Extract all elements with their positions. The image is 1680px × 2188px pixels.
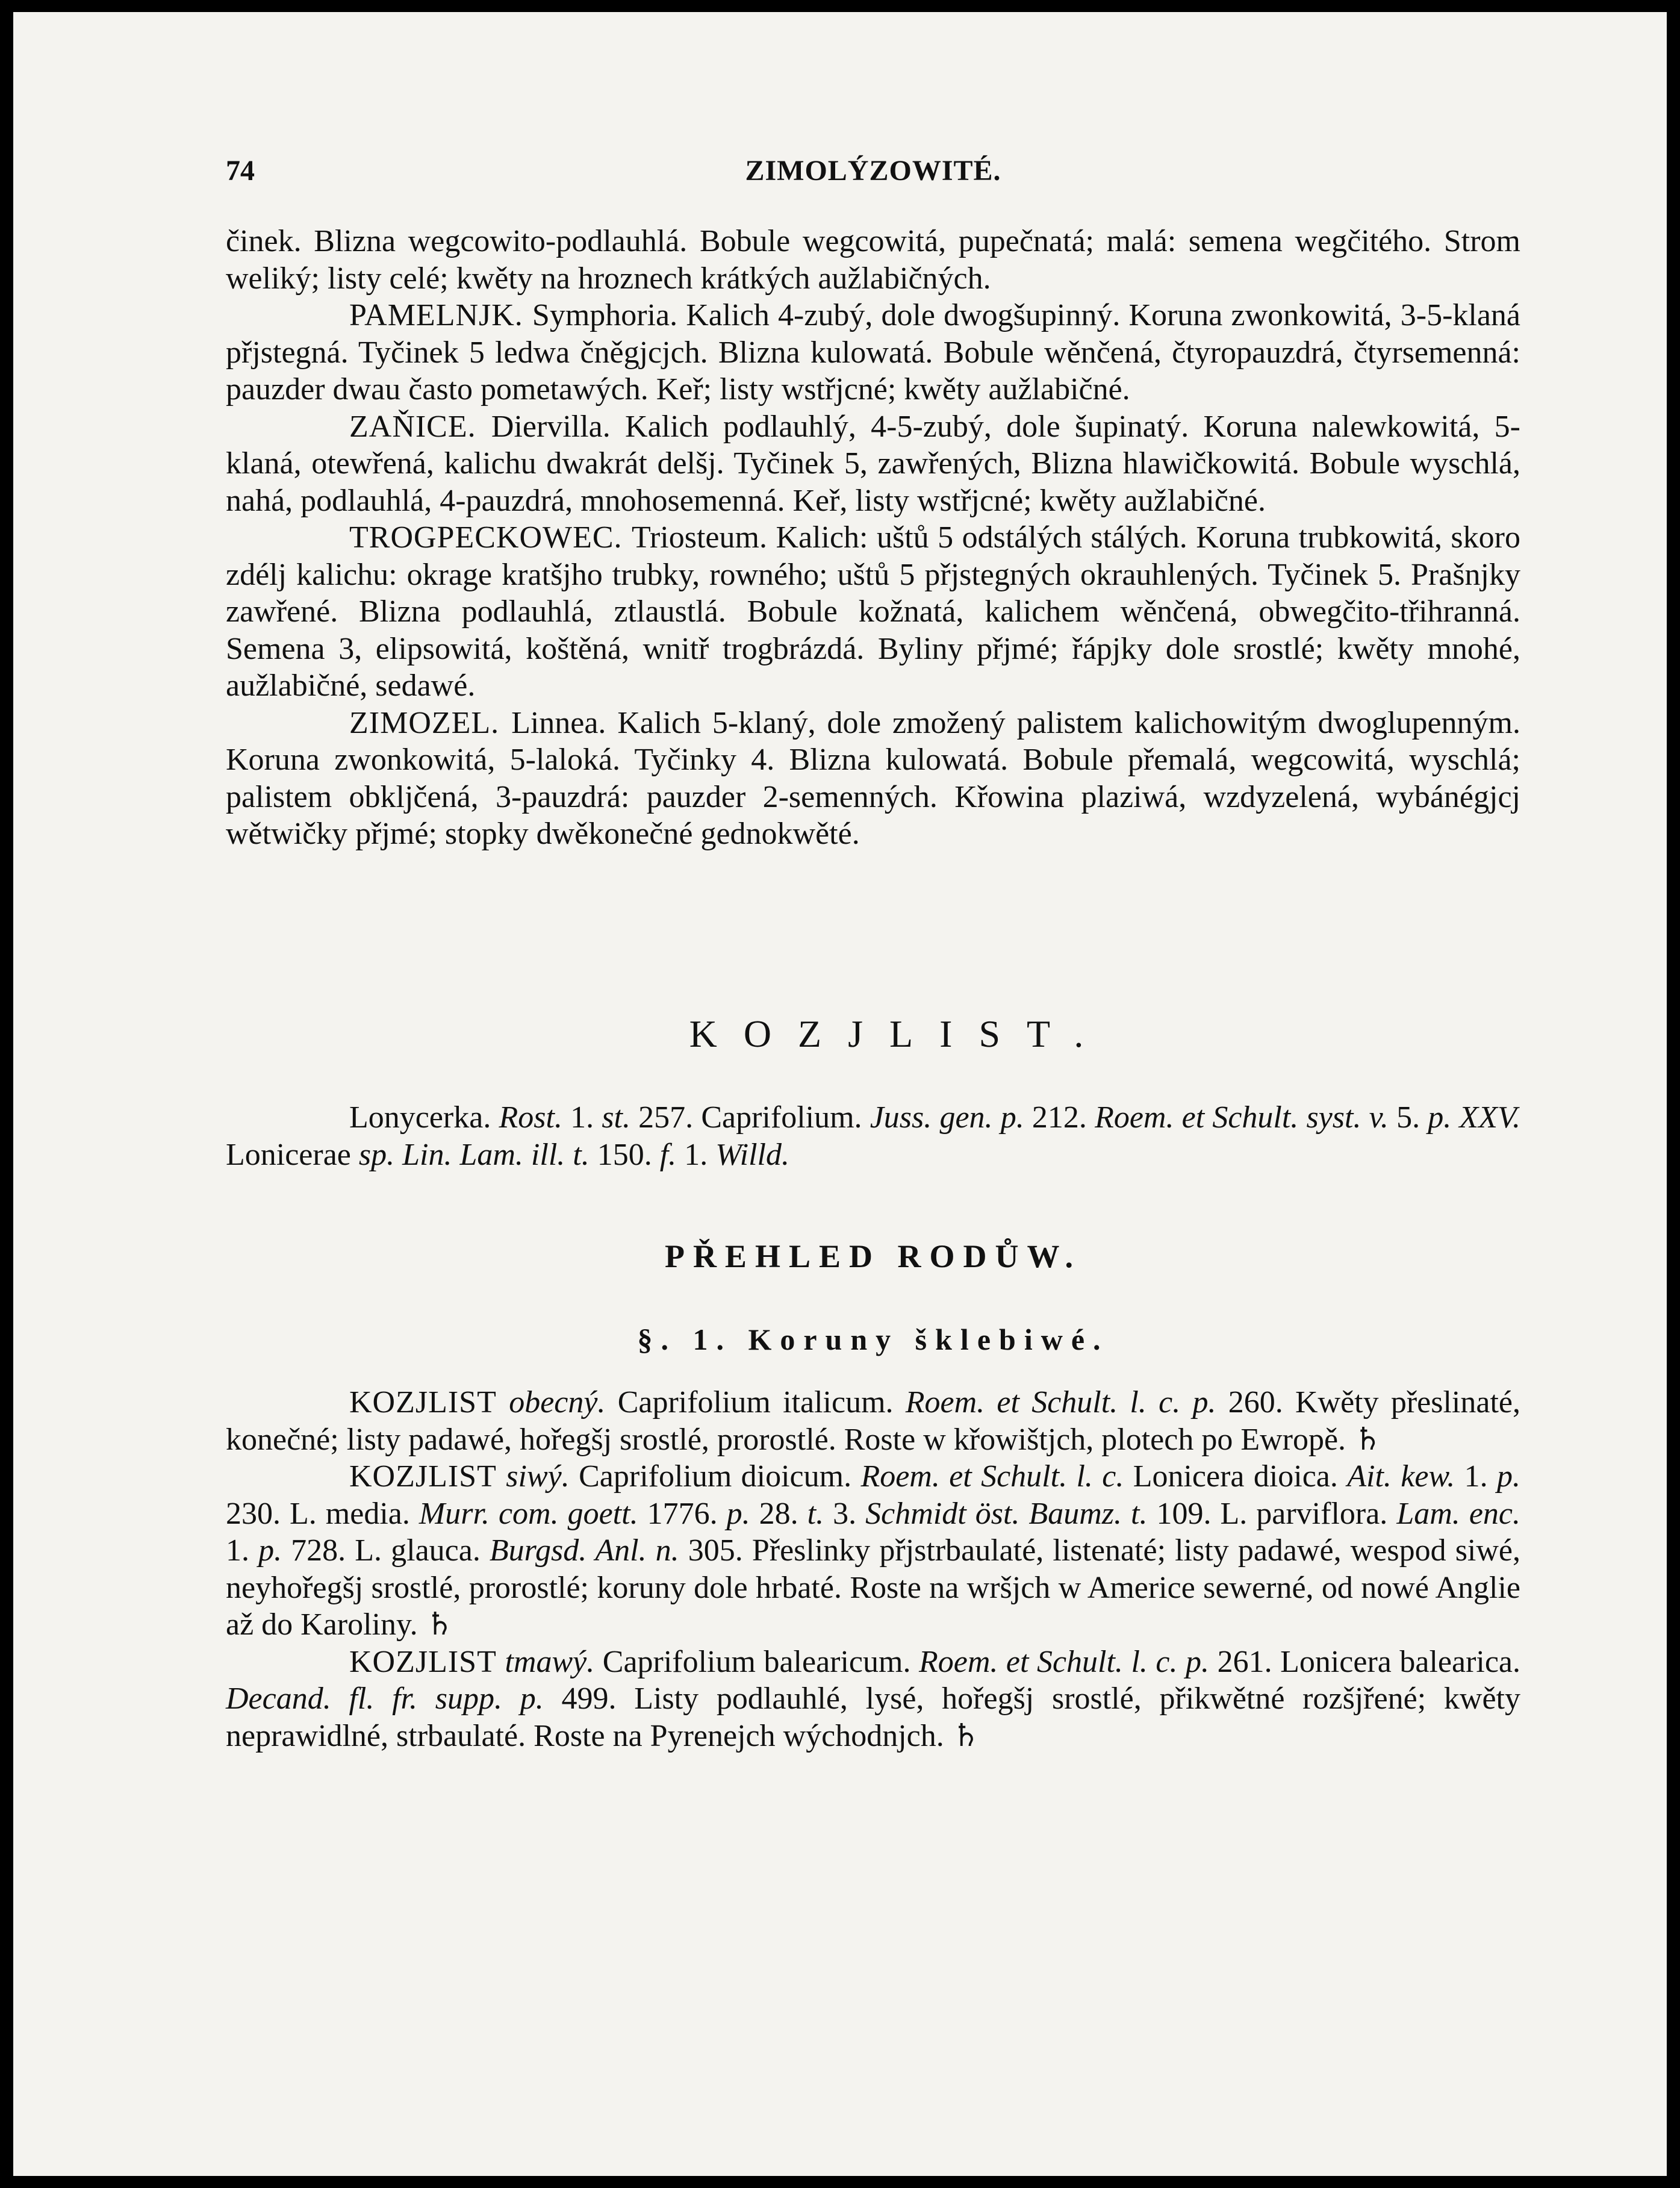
species-epithet: siwý. [506, 1459, 579, 1494]
species-entry [226, 1458, 1520, 1644]
genus-entry-name: ZIMOZEL. [349, 705, 512, 740]
running-header [226, 154, 1520, 202]
genus-entry-text: Diervilla. Kalich podlauhlý, 4-5-zubý, dole šupinatý. Koruna nalewkowitá, 5-klaná, otewřená, kalichu dwakrát delšj. Tyčinek 5, zawřených, Blizna hlawičkowitá. Bobule wyschlá, nahá, podlauhlá, 4-pauzdrá, mnohosemenná. Keř, listy wstřjcné; kwěty aužlabičné. [226, 409, 1520, 518]
genus-entries [226, 297, 1520, 853]
species-name: KOZJLIST [349, 1459, 506, 1494]
genus-entry [226, 408, 1520, 520]
species-epithet: tmawý. [505, 1644, 603, 1679]
species-epithet: obecný. [509, 1385, 618, 1420]
top-section [226, 223, 1520, 853]
genus-entry-name: TROGPECKOWEC. [349, 520, 632, 555]
genus-entry-text: Linnea. Kalich 5-klaný, dole zmožený palistem kalichowitým dwoglupenným. Koruna zwonkowitá, 5-laloká. Tyčinky 4. Blizna kulowatá. Bobule přemalá, wegcowitá, wyschlá; palistem obkljčená, 3-pauzdrá: pauzder 2-semenných. Křowina plaziwá, wzdyzelená, wybánégjcj wětwičky přjmé; stopky dwěkonečné gednokwěté. [226, 705, 1520, 851]
synonyms-paragraph [226, 1099, 1520, 1173]
genus-entry [226, 297, 1520, 408]
species-entry [226, 1384, 1520, 1458]
genus-entry-text: Symphoria. Kalich 4-zubý, dole dwogšupinný. Koruna zwonkowitá, 3-5-klaná přjstegná. Tyčinek 5 ledwa čněgjcjch. Blizna kulowatá. Bobule wěnčená, čtyropauzdrá, čtyrsemenná: pauzder dwau často pometawých. Keř; listy wstřjcné; kwěty aužlabičné. [226, 298, 1521, 407]
genus-heading: KOZJLIST. [689, 1012, 1110, 1055]
species-description: Caprifolium dioicum. Roem. et Schult. l. c. Lonicera dioica. Ait. kew. 1. p. 230. L. media. Murr. com. goett. 1776. p. 28. t. 3. Schmidt öst. Baumz. t. 109. L. parviflora. Lam. enc. 1. p. 728. L. glauca. Burgsd. Anl. n. 305. Přeslinky přjstrbaulaté, listenaté; listy padawé, wespod siwé, neyhořegšj srostlé, prorostlé; koruny dole hrbaté. Roste na wršjch w Americe sewerné, od nowé Anglie až do Karoliny. ♄ [226, 1459, 1521, 1642]
synonyms-text: Lonycerka. Rost. 1. st. 257. Caprifolium. Juss. gen. p. 212. Roem. et Schult. syst. v. 5. p. XXV. Lonicerae sp. Lin. Lam. ill. t. 150. f. 1. Willd. [226, 1100, 1521, 1172]
genus-entry-name: PAMELNJK. [349, 298, 532, 332]
species-description: Caprifolium balearicum. Roem. et Schult. l. c. p. 261. Lonicera balearica. Decand. fl. fr. supp. p. 499. Listy podlauhlé, lysé, hořegšj srostlé, přikwětné rozšjřené; kwěty neprawidlné, strbaulaté. Roste na Pyrenejch wýchodnjch. ♄ [226, 1644, 1521, 1754]
overview-heading: PŘEHLED RODŮW. [664, 1238, 1082, 1274]
species-entry [226, 1644, 1520, 1755]
species-list [226, 1384, 1520, 1754]
species-description: Caprifolium italicum. Roem. et Schult. l. c. p. 260. Kwěty přeslinaté, konečné; listy padawé, hořegšj srostlé, prorostlé. Roste w křowištjch, plotech po Ewropě. ♄ [226, 1385, 1520, 1457]
genus-entry [226, 705, 1520, 853]
species-name: KOZJLIST [349, 1385, 509, 1420]
page-number: 74 [226, 155, 255, 187]
running-title: ZIMOLÝZOWITÉ. [745, 155, 1001, 187]
species-name: KOZJLIST [349, 1644, 505, 1679]
synonyms-block [226, 1099, 1520, 1173]
genus-entry-name: ZAŇICE. [349, 409, 491, 444]
section-heading: §. 1. Koruny šklebiwé. [637, 1323, 1109, 1356]
genus-entry-text: Triosteum. Kalich: uštů 5 odstálých stálých. Koruna trubkowitá, skoro zdélj kalichu: okrage kratšjho trubky, rowného; uštů 5 přjstegných okrauhlených. Tyčinek 5. Prašnjky zawřené. Blizna podlauhlá, ztlaustlá. Bobule kožnatá, kalichem wěnčená, obwegčito-třihranná. Semena 3, elipsowitá, koštěná, wnitř trogbrázdá. Byliny přjmé; řápjky dole srostlé; kwěty mnohé, aužlabičné, sedawé. [226, 520, 1520, 703]
continuation-paragraph: činek. Blizna wegcowito-podlauhlá. Bobule wegcowitá, pupečnatá; malá: semena wegčitého. Strom weliký; listy celé; kwěty na hroznech krátkých aužlabičných. [226, 224, 1520, 296]
genus-entry [226, 519, 1520, 705]
